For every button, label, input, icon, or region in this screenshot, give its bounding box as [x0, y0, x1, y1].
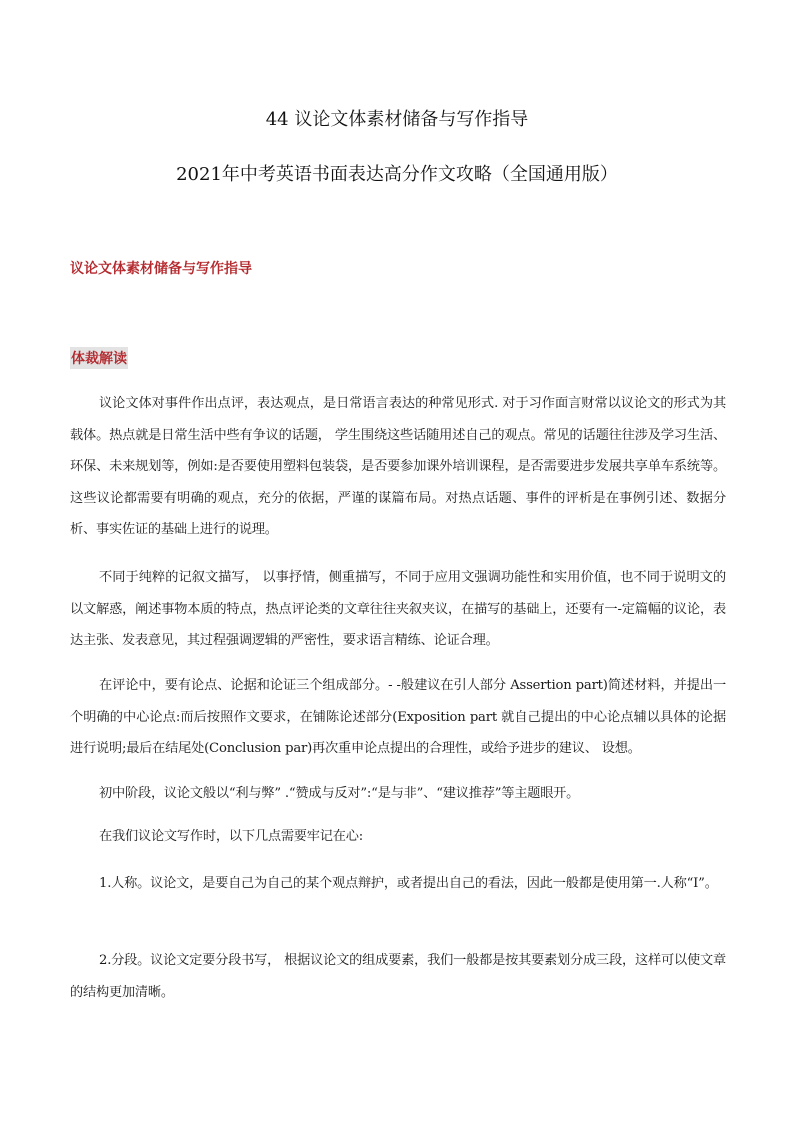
paragraph-3: 在评论中，要有论点、论据和论证三个组成部分。- -般建议在引人部分 Assertion part)简述材料，并提出一个明确的中心论点:而后按照作文要求，在铺陈论述部分(Exposition part 就自己提出的中心论点辅以具体的论据进行说明;最后在结尾处(Conclusion par)再次重申论点提出的合理性，或给予进步的建议、 设想。 [70, 678, 726, 756]
section-heading: 议论文体素材储备与写作指导 [70, 261, 252, 277]
paragraph-4: 初中阶段，议论文般以“利与弊” .“赞成与反对”:“是与非”、“建议推荐”等主题眼开。 [99, 786, 580, 801]
paragraph-1: 议论文体对事件作出点评，表达观点，是日常语言表达的种常见形式. 对于习作面言财常以议论文的形式为其载体。热点就是日常生活中些有争议的话题， 学生围绕这些话随用述自己的观点。常见的话题往往涉及学习生活、环保、未来规划等，例如:是否要使用塑料包装袋，是否要参加课外培训课程，是否需要进步发展共享单车系统等。 这些议论都需要有明确的观点，充分的依据，严谨的谋篇布局。对热点话题、事件的评析是在事例引述、数据分析、事实佐证的基础上进行的说理。 [70, 396, 726, 537]
document-title: 44 议论文体素材储备与写作指导 [265, 109, 529, 130]
paragraph-7: 2.分段。议论文定要分段书写， 根据议论文的组成要素，我们一般都是按其要素划分成三段，这样可以使文章的结构更加清晰。 [70, 953, 726, 1000]
document-subtitle: 2021年中考英语书面表达高分作文攻略（全国通用版） [176, 164, 618, 185]
paragraph-5: 在我们议论文写作时，以下几点需要牢记在心: [99, 829, 363, 844]
paragraph-6: 1.人称。议论文，是要自己为自己的某个观点辩护，或者提出自己的看法，因此一般都是使用第一.人称“I”。 [99, 876, 718, 891]
paragraph-2: 不同于纯粹的记叙文描写， 以事抒情，侧重描写，不同于应用文强调功能性和实用价值，也不同于说明文的以文解惑，阐述事物本质的特点，热点评论类的文章往往夹叙夹议，在描写的基础上，还要有一-定篇幅的议论，表达主张、发表意见，其过程强调逻辑的严密性，要求语言精练、论证合理。 [70, 570, 726, 648]
genre-label: 体裁解读 [70, 347, 128, 369]
